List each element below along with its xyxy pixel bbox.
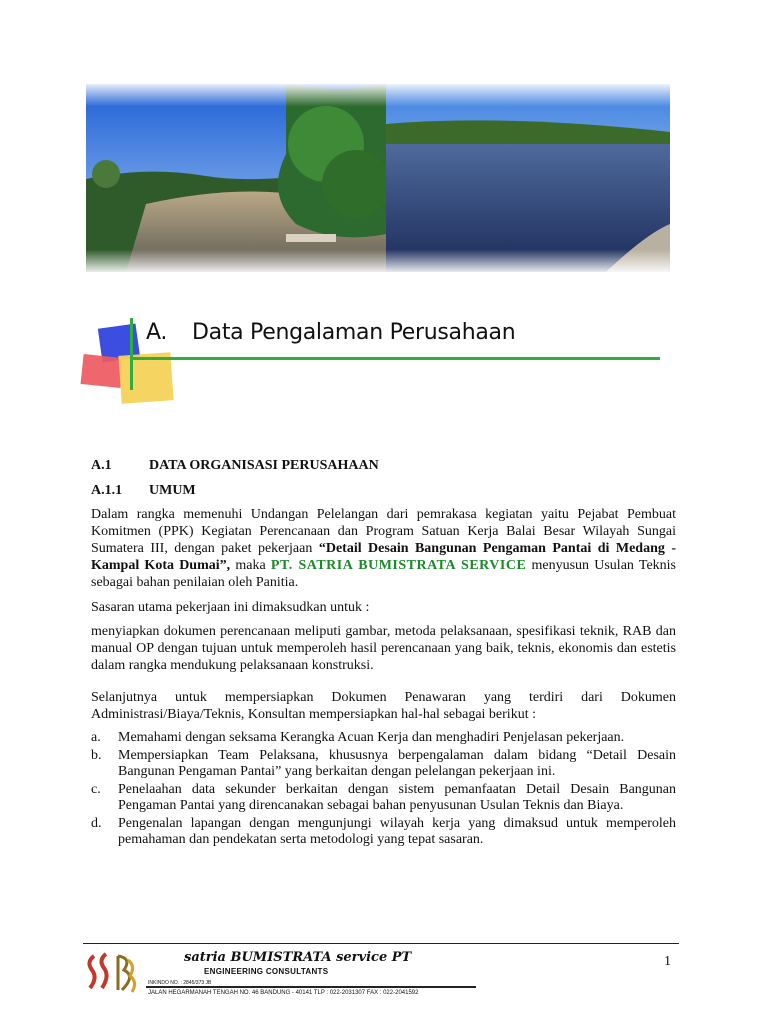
chapter-number: A. bbox=[146, 320, 168, 345]
footer-company-block bbox=[84, 946, 479, 1000]
subsection-heading bbox=[91, 483, 196, 499]
page-number: 1 bbox=[664, 954, 671, 969]
footer-registration: INKINDO NO. : 2845/373 JB bbox=[148, 980, 212, 986]
list-marker: d. bbox=[91, 815, 102, 831]
list-text: Mempersiapkan Team Pelaksana, khususnya berpengalaman dalam bidang “Detail Desain Bangunan Pengaman Pantai” yang berkaitan dengan pelelangan pekerjaan ini. bbox=[118, 747, 676, 779]
footer-divider bbox=[83, 943, 679, 944]
list-marker: a. bbox=[91, 730, 101, 745]
subsection-title: UMUM bbox=[149, 483, 196, 498]
footer-subtitle: ENGINEERING CONSULTANTS bbox=[204, 967, 329, 976]
section-title: DATA ORGANISASI PERUSAHAAN bbox=[149, 458, 379, 473]
intro-text-1: Dalam rangka memenuhi Undangan Pelelangan dari pemrakasa kegiatan yaitu Pejabat Pembuat Komitmen (PPK) Kegiatan Perencanaan dan Program Satuan Kerja Balai Besar Wilayah Sungai Sumatera III, dengan paket pekerjaan bbox=[91, 507, 676, 556]
goal-text: menyiapkan dokumen perencanaan meliputi gambar, metoda pelaksanaan, spesifikasi teknik, RAB dan manual OP dengan tujuan untuk memperoleh hasil perencanaan yang baik, teknis, ekonomis dan estetis dalam rangka mendukung pelaksanaan konstruksi. bbox=[91, 624, 676, 673]
list-item bbox=[91, 730, 676, 747]
preparation-list bbox=[91, 730, 676, 850]
list-marker: c. bbox=[91, 781, 101, 797]
list-item bbox=[91, 816, 676, 849]
list-item bbox=[91, 782, 676, 815]
intro-package: “Detail Desain Bangunan Pengaman Pantai di Medang - Kampal Kota Dumai”, bbox=[91, 541, 676, 573]
intro-paragraph bbox=[91, 506, 676, 591]
chapter-title bbox=[146, 320, 515, 345]
company-logo-icon bbox=[84, 948, 142, 998]
footer-company-name: satria BUMISTRATA service PT bbox=[184, 950, 412, 965]
intro-text-3: menyusun Usulan Teknis sebagai bahan penilaian oleh Panitia. bbox=[91, 558, 676, 590]
list-marker: b. bbox=[91, 747, 102, 763]
list-item bbox=[91, 748, 676, 781]
intro-company: PT. SATRIA BUMISTRATA SERVICE bbox=[270, 558, 527, 573]
prep-intro: Selanjutnya untuk mempersiapkan Dokumen Penawaran yang terdiri dari Dokumen Administrasi/Biaya/Teknis, Konsultan mempersiapkan hal-hal sebagai berikut : bbox=[91, 690, 676, 722]
list-text: Pengenalan lapangan dengan mengunjungi wilayah kerja yang dimaksud untuk memperoleh pemahaman dan pendekatan serta metodologi yang tepat sasaran. bbox=[118, 815, 676, 847]
intro-text-2: maka bbox=[230, 558, 271, 573]
list-text: Memahami dengan seksama Kerangka Acuan Kerja dan menghadiri Penjelasan pekerjaan. bbox=[118, 730, 625, 745]
heading-underline bbox=[130, 357, 660, 360]
subsection-number: A.1.1 bbox=[91, 483, 123, 498]
header-photo bbox=[86, 84, 670, 272]
section-heading bbox=[91, 458, 379, 474]
chapter-title-text: Data Pengalaman Perusahaan bbox=[192, 320, 516, 345]
footer-bar bbox=[146, 986, 476, 988]
goal-intro: Sasaran utama pekerjaan ini dimaksudkan untuk : bbox=[91, 600, 370, 615]
list-text: Penelaahan data sekunder berkaitan dengan sistem pemanfaatan Detail Desain Bangunan Pengaman Pantai yang direncanakan sebagai bahan penyusunan Usulan Teknis dan Biaya. bbox=[118, 781, 676, 813]
section-number: A.1 bbox=[91, 458, 112, 473]
footer-address: JALAN HEGARMANAH TENGAH NO. 46 BANDUNG - 40141 TLP : 022-2031307 FAX : 022-2041592 bbox=[148, 990, 419, 996]
